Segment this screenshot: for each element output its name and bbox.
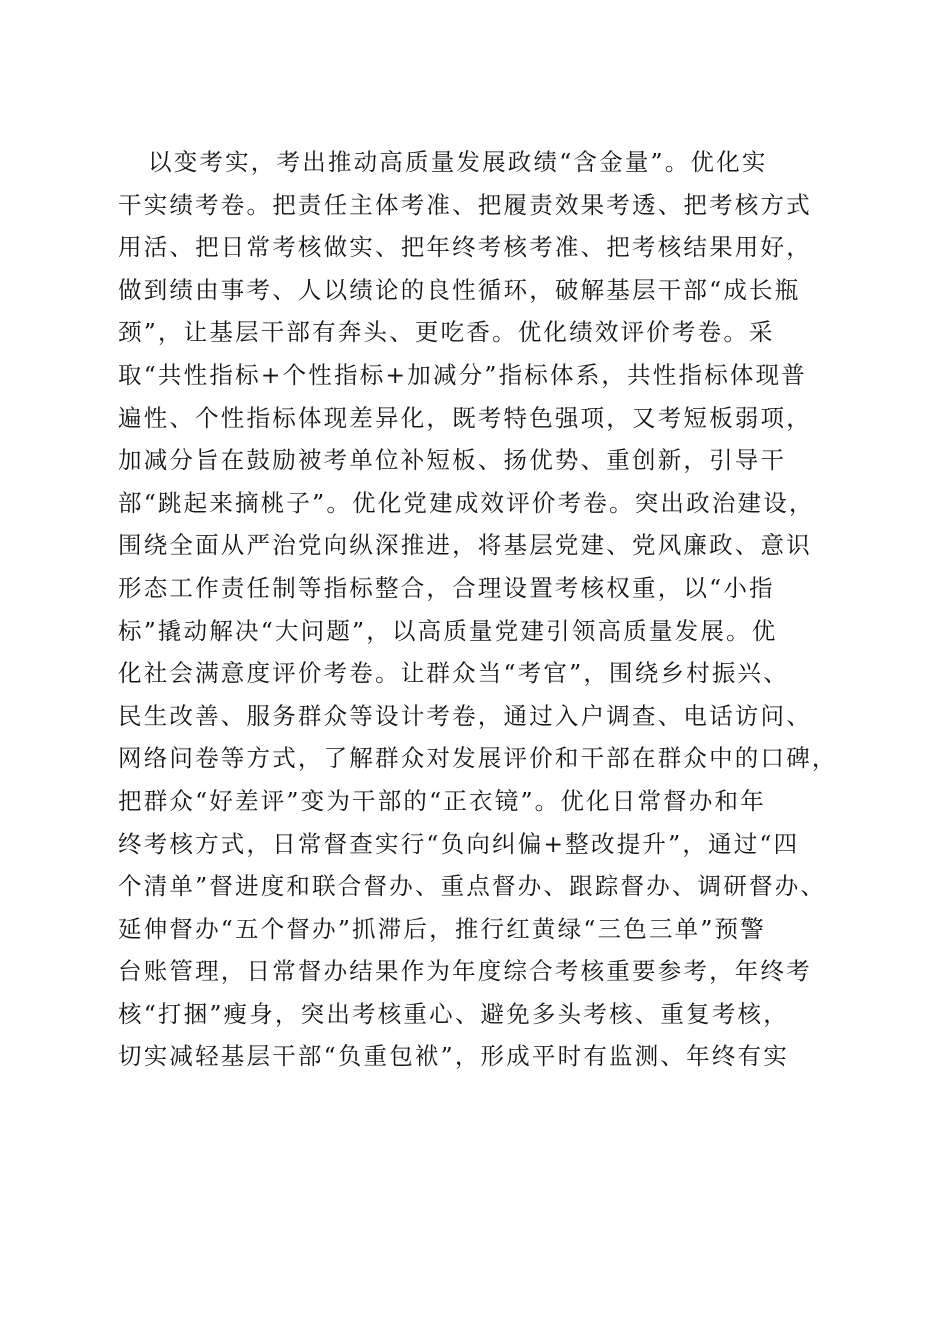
paragraph-line: 干实绩考卷。把责任主体考准、把履责效果考透、把考核方式 [118,190,812,219]
paragraph-line: 颈”，让基层干部有奔头、更吃香。优化绩效评价考卷。采 [118,318,775,347]
paragraph-line: 用活、把日常考核做实、把年终考核考准、把考核结果用好， [118,233,812,262]
paragraph-line: 网络问卷等方式，了解群众对发展评价和干部在群众中的口碑， [118,744,838,773]
paragraph-line: 取“共性指标+个性指标+加减分”指标体系，共性指标体现普 [118,360,808,389]
paragraph-line: 以变考实，考出推动高质量发展政绩“含金量”。优化实 [148,148,768,176]
paragraph-line: 加减分旨在鼓励被考单位补短板、扬优势、重创新，引导干 [118,446,787,475]
paragraph-line: 台账管理，日常督办结果作为年度综合考核重要参考，年终考 [118,957,812,986]
paragraph-line: 终考核方式，日常督查实行“负向纠偏+整改提升”，通过“四 [118,829,800,858]
document-body [118,141,848,1078]
paragraph-line: 形态工作责任制等指标整合，合理设置考核权重，以“小指 [118,573,775,602]
paragraph-line: 个清单”督进度和联合督办、重点督办、跟踪督办、调研督办、 [118,872,827,901]
paragraph-line: 做到绩由事考、人以绩论的良性循环，破解基层干部“成长瓶 [118,275,801,304]
paragraph-line: 围绕全面从严治党向纵深推进，将基层党建、党风廉政、意识 [118,531,812,560]
paragraph-line: 部“跳起来摘桃子”。优化党建成效评价考卷。突出政治建设， [118,488,815,517]
paragraph-line: 把群众“好差评”变为干部的“正衣镜”。优化日常督办和年 [118,786,766,815]
paragraph-line: 标”撬动解决“大问题”，以高质量党建引领高质量发展。优 [118,616,778,645]
paragraph-line: 延伸督办“五个督办”抓滞后，推行红黄绿“三色三单”预警 [118,914,766,943]
paragraph-line: 切实减轻基层干部“负重包袱”，形成平时有监测、年终有实 [118,1042,789,1071]
paragraph-line: 核“打捆”瘦身，突出考核重心、避免多头考核、重复考核， [118,999,789,1028]
paragraph-line: 民生改善、服务群众等设计考卷，通过入户调查、电话访问、 [118,701,812,730]
paragraph-line: 遍性、个性指标体现差异化，既考特色强项，又考短板弱项， [118,403,812,432]
paragraph-line: 化社会满意度评价考卷。让群众当“考官”，围绕乡村振兴、 [118,659,789,688]
